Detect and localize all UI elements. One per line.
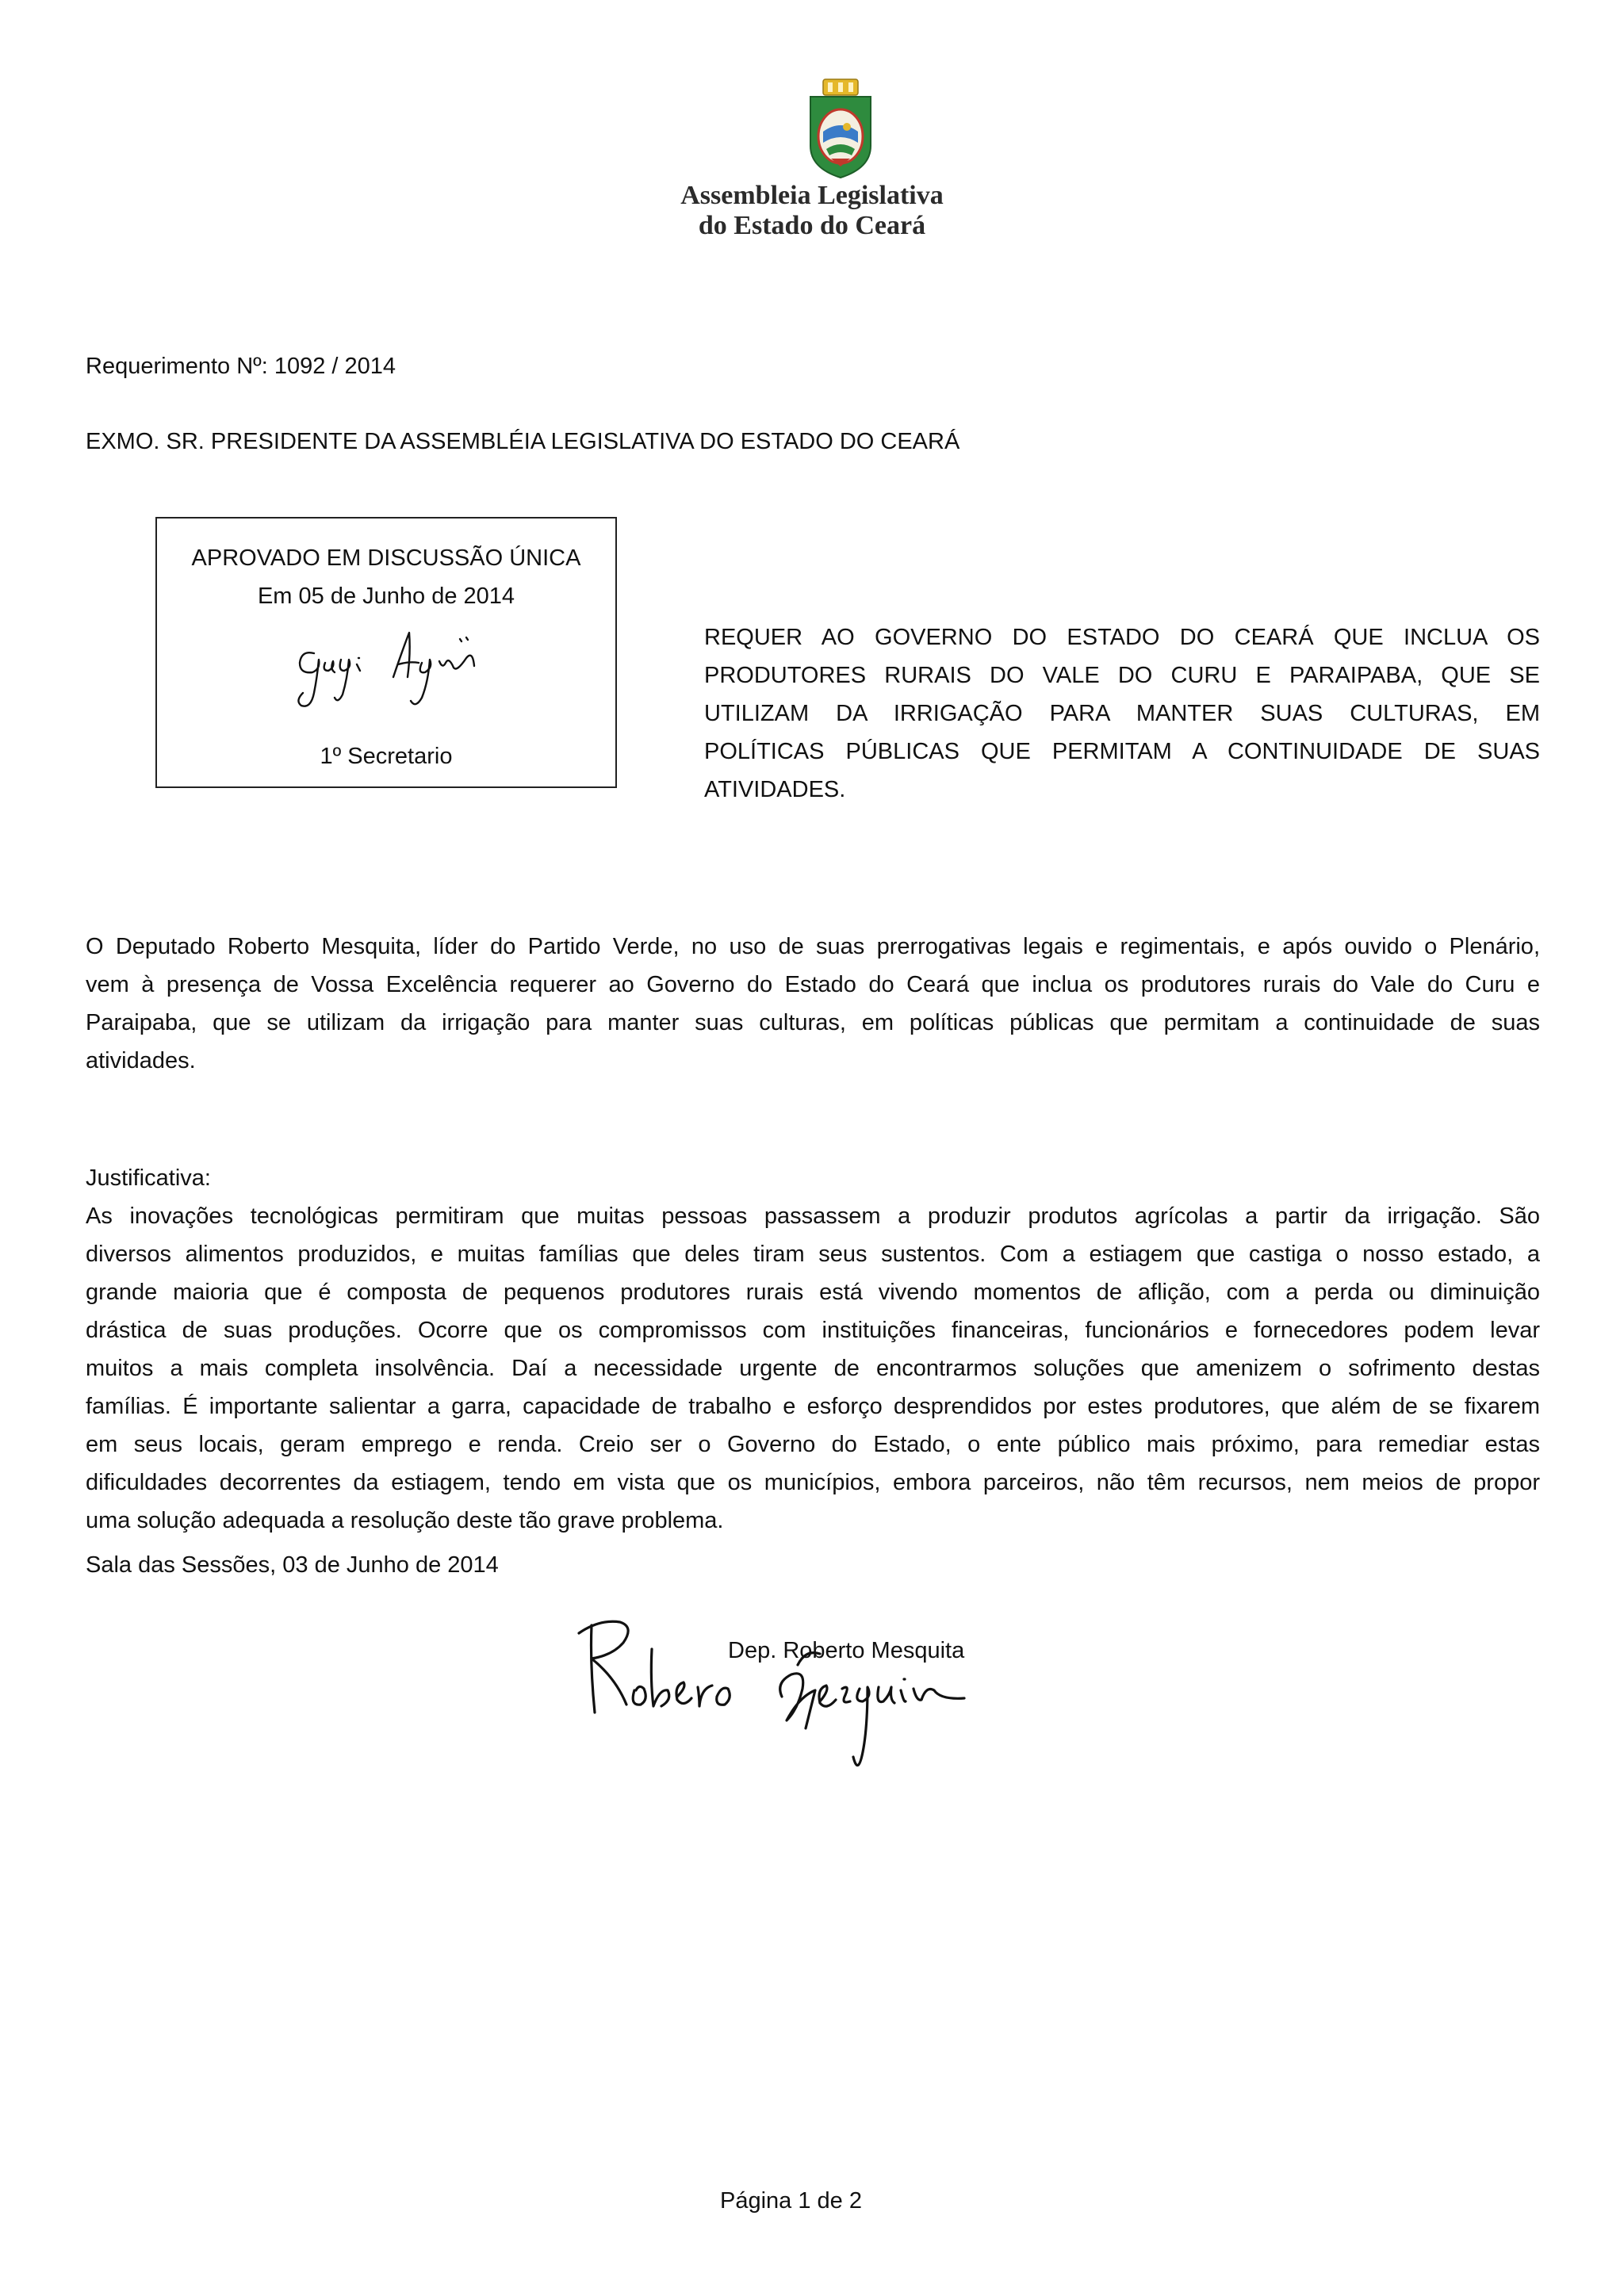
addressee: EXMO. SR. PRESIDENTE DA ASSEMBLÉIA LEGISLATIVA DO ESTADO DO CEARÁ bbox=[86, 429, 960, 454]
justification-paragraph bbox=[86, 1197, 1540, 1540]
secretary-signature bbox=[290, 622, 488, 714]
intro-line: O Deputado Roberto Mesquita, líder do Partido Verde, no uso de suas prerrogativas legais e regimentais, e após ouvido o Plenário, bbox=[86, 934, 1540, 959]
summary-line: UTILIZAM DA IRRIGAÇÃO PARA MANTER SUAS CULTURAS, EM bbox=[704, 701, 1540, 726]
summary-line: ATIVIDADES. bbox=[704, 777, 846, 802]
signatory-name: Dep. Roberto Mesquita bbox=[728, 1638, 965, 1663]
justification-line: famílias. É importante salientar a garra, capacidade de trabalho e esforço desprendidos por estes produtores, que além de se fixarem bbox=[86, 1394, 1540, 1419]
stamp-signer-role: 1º Secretario bbox=[320, 744, 453, 769]
page-number: Página 1 de 2 bbox=[720, 2188, 862, 2214]
institution-name-line-2: do Estado do Ceará bbox=[698, 211, 926, 240]
summary-line: PRODUTORES RURAIS DO VALE DO CURU E PARAIPABA, QUE SE bbox=[704, 663, 1540, 688]
intro-paragraph bbox=[86, 928, 1540, 1080]
approval-stamp bbox=[155, 517, 617, 788]
session-date: Sala das Sessões, 03 de Junho de 2014 bbox=[86, 1552, 499, 1578]
stamp-date: Em 05 de Junho de 2014 bbox=[257, 584, 515, 609]
justification-line: As inovações tecnológicas permitiram que muitas pessoas passassem a produzir produtos agrícolas a partir da irrigação. São bbox=[86, 1203, 1540, 1229]
request-summary bbox=[704, 618, 1540, 809]
state-coat-of-arms-icon bbox=[799, 76, 882, 179]
deputy-signature bbox=[568, 1601, 980, 1792]
request-number: Requerimento Nº: 1092 / 2014 bbox=[86, 354, 396, 379]
intro-line: Paraipaba, que se utilizam da irrigação para manter suas culturas, em políticas públicas que permitam a continuidade de suas bbox=[86, 1010, 1540, 1035]
justification-line: em seus locais, geram emprego e renda. Creio ser o Governo do Estado, o ente público mais próximo, para remediar estas bbox=[86, 1432, 1540, 1457]
intro-line: vem à presença de Vossa Excelência requerer ao Governo do Estado do Ceará que inclua os produtores rurais do Vale do Curu e bbox=[86, 972, 1540, 997]
summary-line: REQUER AO GOVERNO DO ESTADO DO CEARÁ QUE INCLUA OS bbox=[704, 625, 1540, 650]
justification-line: muitos a mais completa insolvência. Daí a necessidade urgente de encontrarmos soluções que amenizem o sofrimento destas bbox=[86, 1356, 1540, 1381]
stamp-status: APROVADO EM DISCUSSÃO ÚNICA bbox=[191, 545, 581, 571]
justification-label: Justificativa: bbox=[86, 1165, 211, 1191]
summary-line: POLÍTICAS PÚBLICAS QUE PERMITAM A CONTINUIDADE DE SUAS bbox=[704, 739, 1540, 764]
justification-line: dificuldades decorrentes da estiagem, tendo em vista que os municípios, embora parceiros, não têm recursos, nem meios de propor bbox=[86, 1470, 1540, 1495]
justification-line: grande maioria que é composta de pequenos produtores rurais está vivendo momentos de aflição, com a perda ou diminuição bbox=[86, 1280, 1540, 1305]
justification-line: drástica de suas produções. Ocorre que os compromissos com instituições financeiras, funcionários e fornecedores podem levar bbox=[86, 1318, 1540, 1343]
justification-line: uma solução adequada a resolução deste tão grave problema. bbox=[86, 1508, 724, 1533]
justification-line: diversos alimentos produzidos, e muitas famílias que deles tiram seus sustentos. Com a estiagem que castiga o nosso estado, a bbox=[86, 1242, 1540, 1267]
institution-name-line-1: Assembleia Legislativa bbox=[680, 181, 944, 210]
intro-line: atividades. bbox=[86, 1048, 196, 1073]
institution-name bbox=[653, 181, 971, 241]
